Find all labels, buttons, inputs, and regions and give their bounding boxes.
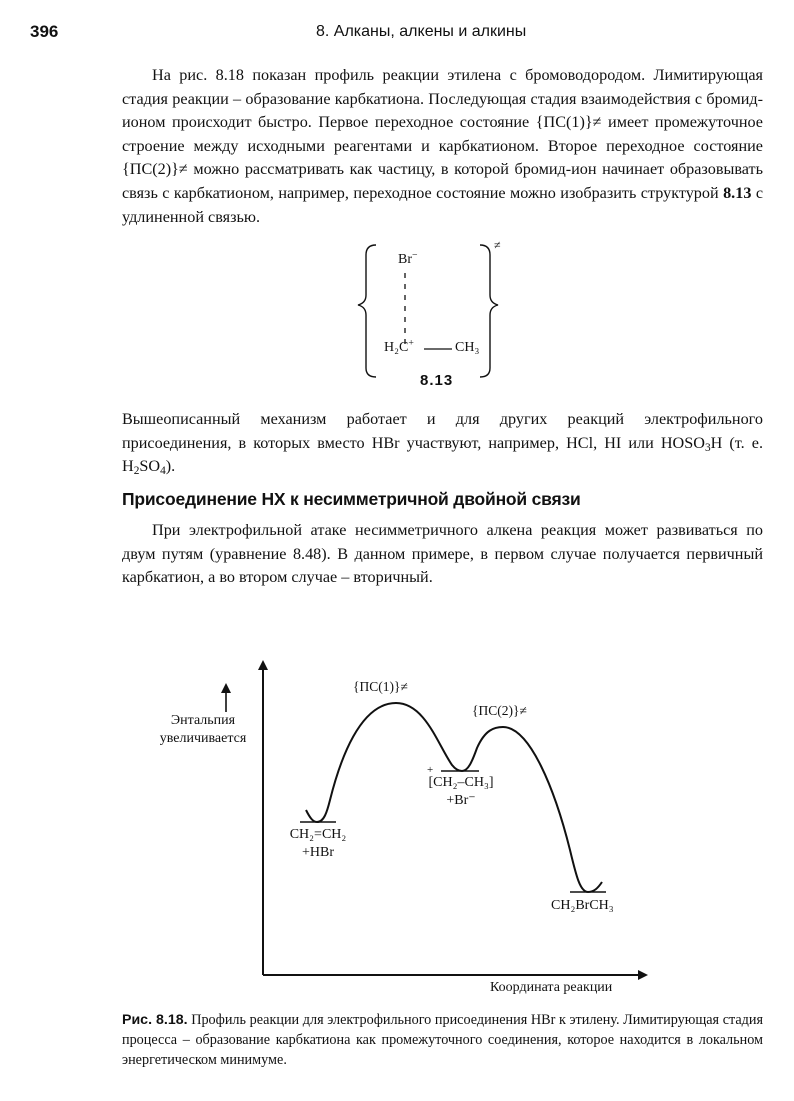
- page-number: 396: [30, 22, 59, 41]
- paragraph-1-tail: с удлиненной связью.: [122, 183, 763, 226]
- paragraph-1: [122, 64, 763, 229]
- structure-ch3: CH₃: [455, 340, 480, 355]
- paragraph-3: При электрофильной атаке несимметричного алкена реакция может развиваться по двум путям (уравнение 8.48). В данном примере, в первом случае получается первичный карбкатион, а во втором случае – вторичный.: [122, 521, 763, 587]
- structure-ts-symbol: ≠: [494, 238, 501, 252]
- paragraph-2: Вышеописанный механизм работает и для других реакций электрофильного присоединения, в которых вместо HBr участвуют, например, HCl, HI или $HOSO_3H$ (т. е. $H_2SO_4$).: [122, 410, 763, 478]
- structure-8-13: [340, 240, 540, 390]
- right-brace-icon: [480, 245, 498, 377]
- ts2-label: {ПС(2)}≠: [472, 703, 527, 718]
- x-axis-label: Координата реакции: [490, 980, 613, 995]
- section-heading: Присоединение НХ к несимметричной двойной связи: [122, 489, 581, 509]
- structure-br: Br−: [398, 249, 418, 267]
- structure-label: 8.13: [420, 372, 454, 389]
- intermediate-label: [CH₂–CH₃] +Br⁻: [428, 775, 494, 808]
- product-label: CH₂BrCH₃: [551, 898, 614, 913]
- figure-caption: [122, 1010, 763, 1070]
- caption-text: Профиль реакции для электрофильного присоединения HBr к этилену. Лимитирующая стадия процесса – образование карбкатиона как промежуточного соединения, которое находится в локальном энергетическом минимуме.: [122, 1012, 764, 1068]
- left-brace-icon: [358, 245, 376, 377]
- structure-h2c: H₂C+: [384, 337, 414, 355]
- ts1-label: {ПС(1)}≠: [353, 679, 408, 694]
- reactants-label: CH₂=CH₂ +HBr: [289, 827, 347, 860]
- paragraph-1-text: На рис. 8.18 показан профиль реакции этилена с бромоводородом. Лимитирующая стадия реакции – образование карбкатиона. Последующая стадия взаимодействия с бромид-ионом происходит быстро. Первое переходное состояние {ПС(1)}≠ имеет промежуточное строение между исходными реагентами и карбкатионом. Второе переходное состояние {ПС(2)}≠ можно рассматривать как частицу, в которой бромид-ион начинает образовывать связь с карбкатионом, например, переходное состояние можно изобразить структурой: [122, 66, 763, 202]
- structure-reference: 8.13: [723, 183, 752, 202]
- caption-label: Рис. 8.18.: [122, 1012, 188, 1028]
- intermediate-charge: +: [427, 764, 434, 776]
- y-axis-note: Энтальпия увеличивается: [159, 713, 247, 746]
- running-head: 8. Алканы, алкены и алкины: [316, 23, 527, 40]
